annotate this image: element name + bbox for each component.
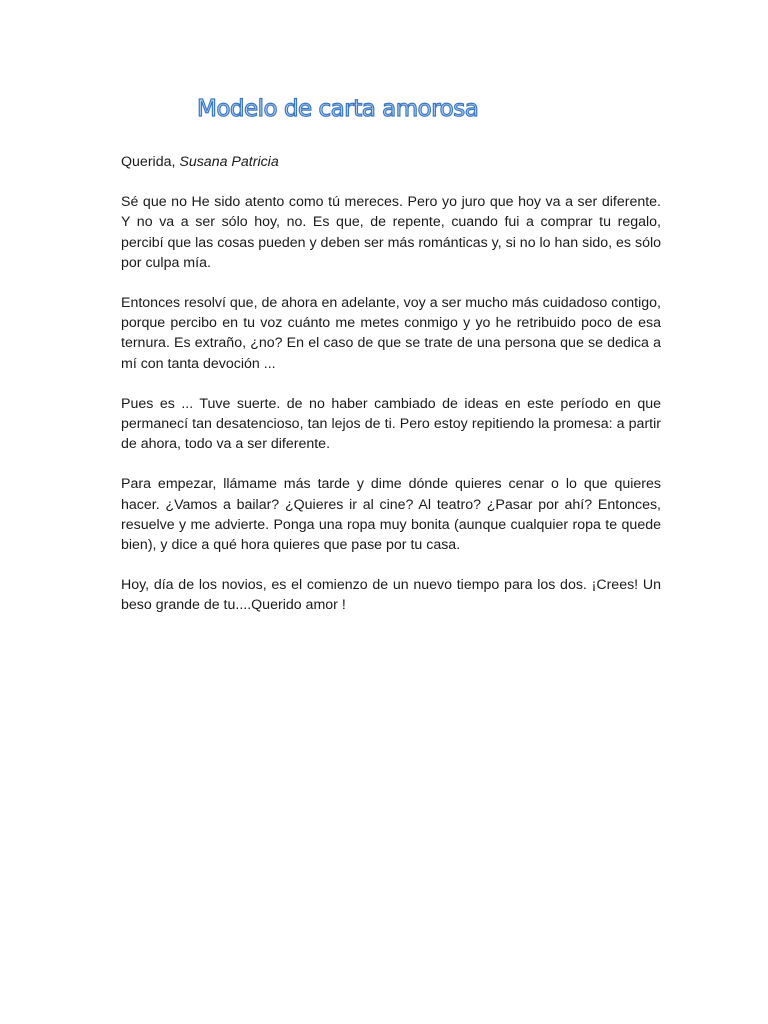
document-title: Modelo de carta amorosa xyxy=(197,96,479,122)
salutation-prefix: Querida, xyxy=(121,154,180,170)
salutation xyxy=(121,152,661,172)
paragraph-5: Hoy, día de los novios, es el comienzo de un nuevo tiempo para los dos. ¡Crees! Un beso grande de tu....Querido amor ! xyxy=(121,577,661,614)
paragraph-2: Entonces resolví que, de ahora en adelante, voy a ser mucho más cuidadoso contigo, porque percibo en tu voz cuánto me metes conmigo y yo he retribuido poco de esa ternura. Es extraño, ¿no? En el caso de que se trate de una persona que se dedica a mí con tanta devoción ... xyxy=(121,295,661,372)
letter-body xyxy=(121,152,661,636)
paragraph-4: Para empezar, llámame más tarde y dime dónde quieres cenar o lo que quieres hacer. ¿Vamos a bailar? ¿Quieres ir al cine? Al teatro? ¿Pasar por ahí? Entonces, resuelve y me advierte. Ponga una ropa muy bonita (aunque cualquier ropa te quede bien), y dice a qué hora quieres que pase por tu casa. xyxy=(121,476,661,554)
paragraph-1: Sé que no He sido atento como tú mereces. Pero yo juro que hoy va a ser diferente. Y no va a ser sólo hoy, no. Es que, de repente, cuando fui a comprar tu regalo, percibí que las cosas pueden y deben ser más románticas y, si no lo han sido, es sólo por culpa mía. xyxy=(121,194,661,271)
paragraph-3: Pues es ... Tuve suerte. de no haber cambiado de ideas en este período en que permanecí tan desatencioso, tan lejos de ti. Pero estoy repitiendo la promesa: a partir de ahora, todo va a ser diferente. xyxy=(121,395,661,453)
recipient-name: Susana Patricia xyxy=(179,154,279,170)
